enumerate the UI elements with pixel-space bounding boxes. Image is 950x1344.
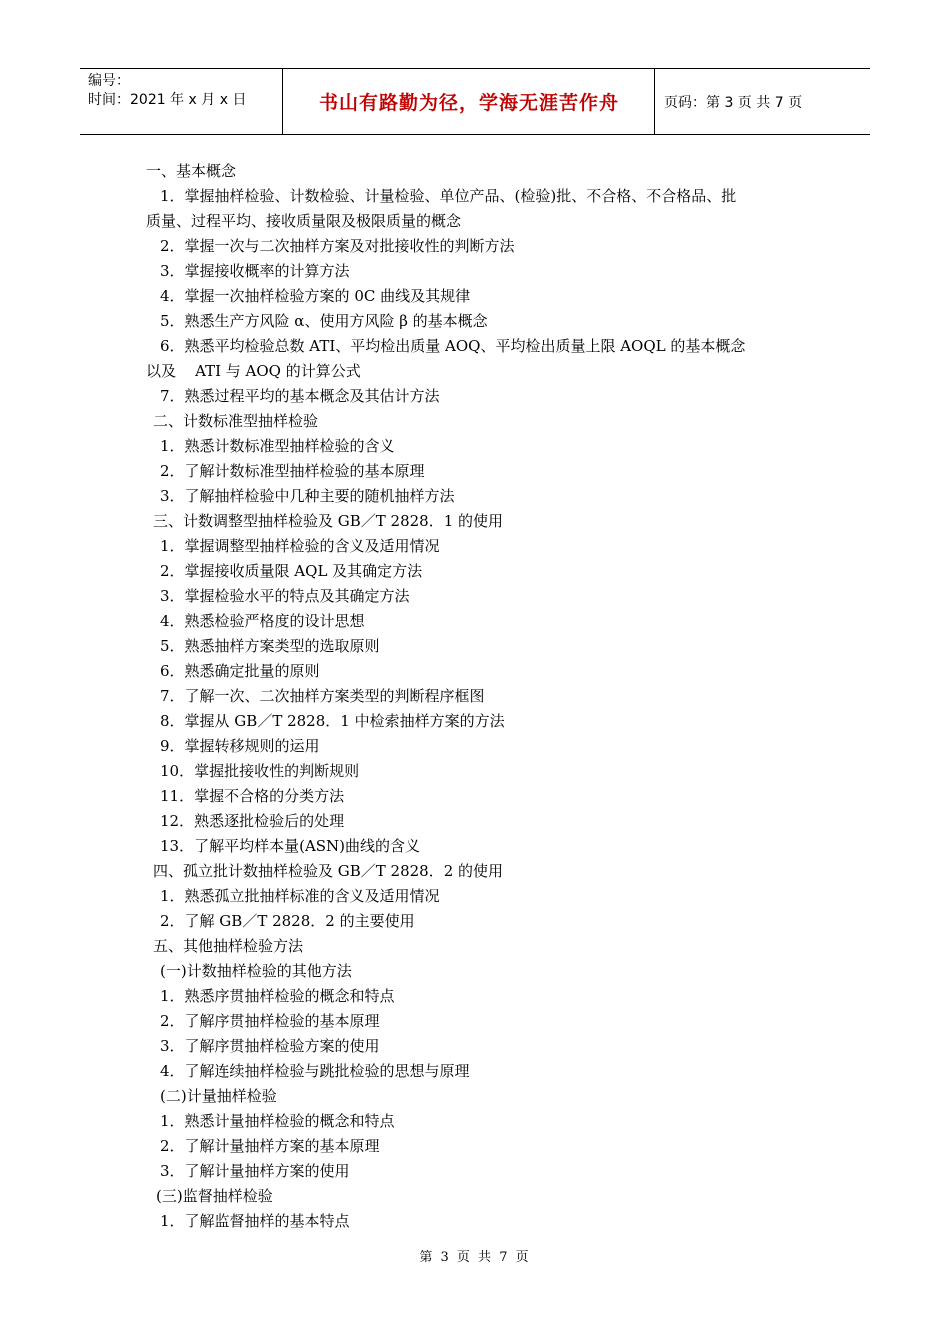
list-item: 2．了解计数标准型抽样检验的基本原理 xyxy=(160,462,425,480)
list-item: 5．熟悉生产方风险 α、使用方风险 β 的基本概念 xyxy=(160,312,488,330)
list-item: 3．了解计量抽样方案的使用 xyxy=(160,1162,350,1180)
list-item: 2．掌握一次与二次抽样方案及对批接收性的判断方法 xyxy=(160,237,515,255)
list-item: 12．熟悉逐批检验后的处理 xyxy=(160,812,345,830)
header-page-number: 页码：第 3 页 共 7 页 xyxy=(664,94,803,111)
list-item: 6．熟悉平均检验总数 ATI、平均检出质量 AOQ、平均检出质量上限 AOQL 的基本概念 xyxy=(160,337,746,355)
list-item: 13．了解平均样本量(ASN)曲线的含义 xyxy=(160,837,421,855)
list-item: 4．掌握一次抽样检验方案的 0C 曲线及其规律 xyxy=(160,287,471,305)
list-item: 1．熟悉计量抽样检验的概念和特点 xyxy=(160,1112,395,1130)
list-item: 1．掌握调整型抽样检验的含义及适用情况 xyxy=(160,537,440,555)
header-code: 编号： xyxy=(88,73,130,89)
list-item: 11．掌握不合格的分类方法 xyxy=(160,787,345,805)
list-item: 7．熟悉过程平均的基本概念及其估计方法 xyxy=(160,387,440,405)
list-item: 3．掌握接收概率的计算方法 xyxy=(160,262,350,280)
list-item: 3．了解抽样检验中几种主要的随机抽样方法 xyxy=(160,487,455,505)
list-item: 2．了解 GB／T 2828．2 的主要使用 xyxy=(160,912,415,930)
list-item: 2．掌握接收质量限 AQL 及其确定方法 xyxy=(160,562,423,580)
section-heading: 二、计数标准型抽样检验 xyxy=(153,412,319,430)
header-motto: 书山有路勤为径，学海无涯苦作舟 xyxy=(318,92,619,114)
list-item: 1．熟悉孤立批抽样标准的含义及适用情况 xyxy=(160,887,440,905)
subsection-heading: (一)计数抽样检验的其他方法 xyxy=(160,962,352,980)
list-item: 3．掌握检验水平的特点及其确定方法 xyxy=(160,587,410,605)
list-item: 10．掌握批接收性的判断规则 xyxy=(160,762,360,780)
subsection-heading: (三)监督抽样检验 xyxy=(156,1187,273,1205)
list-item: 5．熟悉抽样方案类型的选取原则 xyxy=(160,637,380,655)
page-footer: 第 3 页 共 7 页 xyxy=(419,1250,531,1265)
section-heading: 三、计数调整型抽样检验及 GB／T 2828．1 的使用 xyxy=(153,512,504,530)
list-item: 8．掌握从 GB／T 2828．1 中检索抽样方案的方法 xyxy=(160,712,505,730)
list-item-continued: 以及 ATI 与 AOQ 的计算公式 xyxy=(146,362,361,380)
list-item: 4．熟悉检验严格度的设计思想 xyxy=(160,612,365,630)
list-item: 4．了解连续抽样检验与跳批检验的思想与原理 xyxy=(160,1062,470,1080)
list-item: 6．熟悉确定批量的原则 xyxy=(160,662,320,680)
section-heading: 一、基本概念 xyxy=(146,162,237,180)
section-heading: 五、其他抽样检验方法 xyxy=(153,937,304,955)
list-item: 1．掌握抽样检验、计数检验、计量检验、单位产品、(检验)批、不合格、不合格品、批 xyxy=(160,187,737,205)
list-item: 2．了解计量抽样方案的基本原理 xyxy=(160,1137,380,1155)
list-item: 3．了解序贯抽样检验方案的使用 xyxy=(160,1037,380,1055)
list-item: 1．熟悉序贯抽样检验的概念和特点 xyxy=(160,987,395,1005)
list-item: 2．了解序贯抽样检验的基本原理 xyxy=(160,1012,380,1030)
header-date: 时间：2021 年 x 月 x 日 xyxy=(88,92,247,108)
subsection-heading: (二)计量抽样检验 xyxy=(160,1087,277,1105)
list-item: 7．了解一次、二次抽样方案类型的判断程序框图 xyxy=(160,687,485,705)
list-item: 1．熟悉计数标准型抽样检验的含义 xyxy=(160,437,395,455)
list-item-continued: 质量、过程平均、接收质量限及极限质量的概念 xyxy=(146,212,462,230)
list-item: 1．了解监督抽样的基本特点 xyxy=(160,1212,350,1230)
section-heading: 四、孤立批计数抽样检验及 GB／T 2828．2 的使用 xyxy=(153,862,504,880)
list-item: 9．掌握转移规则的运用 xyxy=(160,737,320,755)
